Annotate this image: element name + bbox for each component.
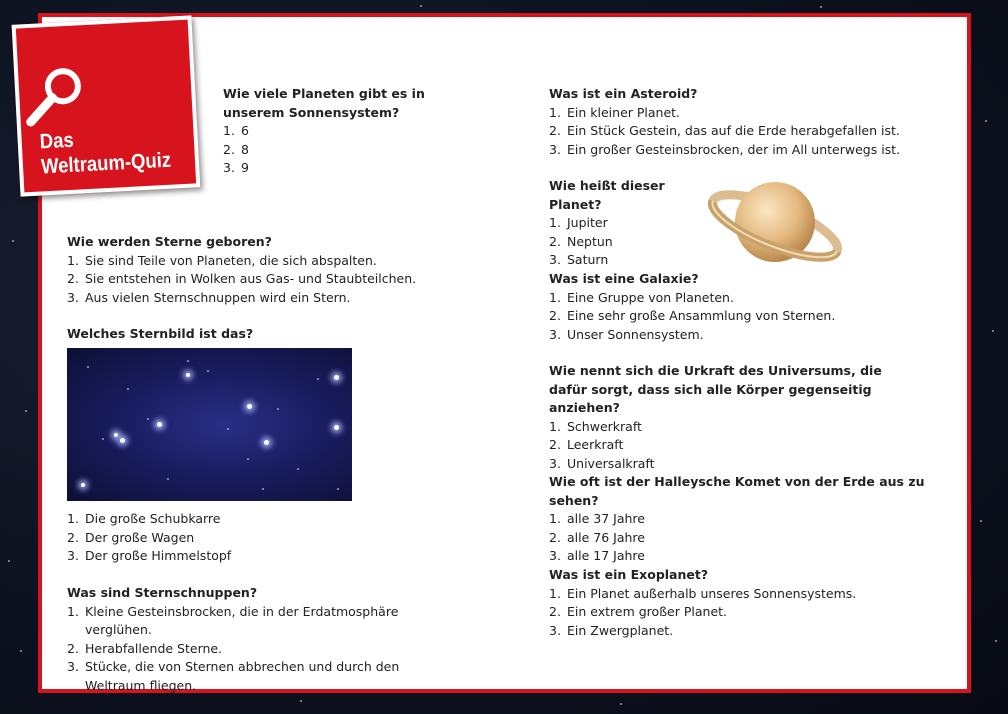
question-text: Was ist ein Asteroid? — [549, 86, 698, 101]
answer-option: 3. Ein Zwergplanet. — [549, 622, 674, 638]
answer-option: 1. Ein kleiner Planet. — [549, 104, 681, 120]
answer-option: 2. 8 — [223, 141, 249, 157]
question-text: Was sind Sternschnuppen? — [67, 585, 258, 600]
answer-option: 2. Sie entstehen in Wolken aus Gas- und Staubteilchen. — [67, 271, 417, 286]
question-constellation-options — [67, 510, 487, 566]
answer-option: 3. 9 — [223, 160, 249, 175]
answer-option: 2. Ein Stück Gestein, das auf die Erde herabgefallen ist. — [549, 123, 900, 138]
question-text: Wie viele Planeten gibt es in unserem Sonnensystem? — [223, 86, 425, 120]
answer-option: 1. Ein Planet außerhalb unseres Sonnensystems. — [549, 585, 857, 601]
question-exoplanet — [549, 566, 929, 640]
title-line-1: Das — [39, 128, 75, 154]
answer-option: 3. Aus vielen Sternschnuppen wird ein Stern. — [67, 289, 351, 305]
answer-option: 3. Saturn — [549, 252, 609, 267]
question-text: Was ist eine Galaxie? — [549, 271, 699, 286]
question-stars-born — [67, 233, 487, 307]
question-text: Wie nennt sich die Urkraft des Universums, die dafür sorgt, dass sich alle Körper gegenseitig anziehen? — [549, 363, 882, 415]
answer-option: 3. Universalkraft — [549, 455, 655, 471]
answer-option: 3. alle 17 Jahre — [549, 548, 645, 563]
question-galaxy — [549, 270, 929, 344]
page-title — [39, 123, 171, 180]
question-asteroid — [549, 85, 929, 159]
answer-option: 3. Ein großer Gesteinsbrocken, der im All unterwegs ist. — [549, 141, 901, 157]
saturn-illustration — [700, 178, 850, 274]
answer-option: 2. Neptun — [549, 233, 613, 249]
quiz-badge — [12, 15, 201, 196]
answer-option: 2. Eine sehr große Ansammlung von Sternen. — [549, 308, 836, 323]
answer-option: 3. Unser Sonnensystem. — [549, 326, 704, 342]
title-line-2: Weltraum-Quiz — [40, 148, 172, 179]
answer-option: 1. Kleine Gesteinsbrocken, die in der Erdatmosphäre verglühen. — [67, 603, 399, 637]
question-shooting-stars — [67, 584, 442, 695]
answer-option: 2. Herabfallende Sterne. — [67, 640, 223, 656]
question-text: Wie werden Sterne geboren? — [67, 234, 272, 249]
constellation-image — [67, 348, 352, 501]
answer-option: 2. Leerkraft — [549, 437, 624, 452]
magnifier-icon — [22, 63, 96, 137]
question-text: Wie oft ist der Halleysche Komet von der Erde aus zu sehen? — [549, 474, 925, 508]
answer-option: 1. alle 37 Jahre — [549, 511, 645, 526]
answer-option: 1. Eine Gruppe von Planeten. — [549, 289, 734, 305]
answer-option: 1. Die große Schubkarre — [67, 511, 221, 526]
answer-option: 1. Jupiter — [549, 215, 608, 230]
answer-option: 3. Der große Himmelstopf — [67, 548, 232, 563]
question-halley — [549, 473, 949, 566]
question-planets — [223, 85, 473, 178]
answer-option: 2. alle 76 Jahre — [549, 529, 645, 545]
answer-option: 1. Sie sind Teile von Planeten, die sich abspalten. — [67, 252, 377, 268]
question-text: Wie heißt dieser Planet? — [549, 178, 665, 212]
answer-option: 1. 6 — [223, 123, 249, 138]
answer-option: 3. Stücke, die von Sternen abbrechen und durch den Weltraum fliegen. — [67, 659, 400, 693]
question-gravity — [549, 362, 914, 473]
answer-option: 2. Ein extrem großer Planet. — [549, 604, 728, 619]
answer-option: 2. Der große Wagen — [67, 529, 195, 545]
answer-option: 1. Schwerkraft — [549, 418, 642, 434]
question-text: Welches Sternbild ist das? — [67, 326, 254, 341]
question-text: Was ist ein Exoplanet? — [549, 567, 709, 582]
question-constellation — [67, 325, 487, 344]
question-planet-name — [549, 177, 709, 270]
